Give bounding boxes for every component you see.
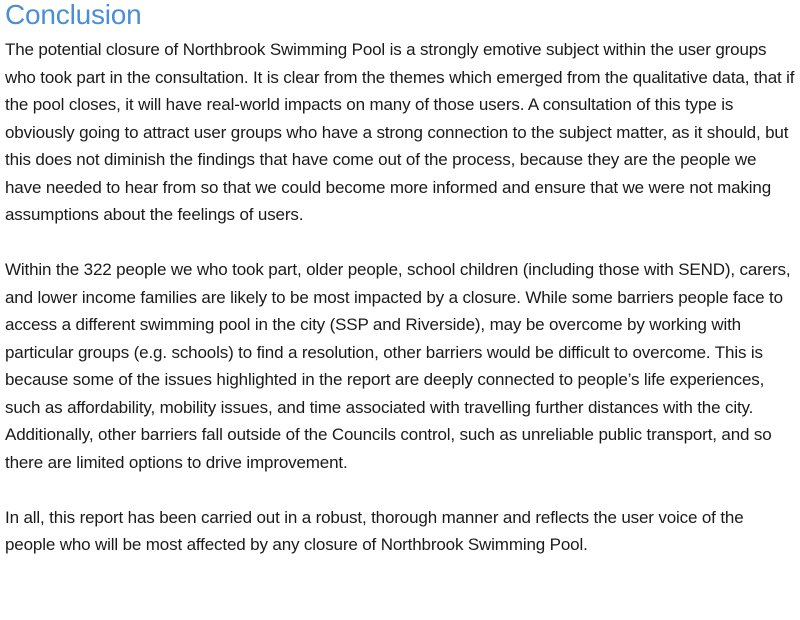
paragraph-1: The potential closure of Northbrook Swimming Pool is a strongly emotive subject within the user groups who took part in the consultation. It is clear from the themes which emerged from the qualitative data, that if the pool closes, it will have real-world impacts on many of those users. A consultation of this type is obviously going to attract user groups who have a strong connection to the subject matter, as it should, but this does not diminish the findings that have come out of the process, because they are the people we have needed to hear from so that we could become more informed and ensure that we were not making assumptions about the feelings of users.: [5, 40, 795, 224]
section-heading: Conclusion: [5, 0, 142, 30]
paragraph-3: In all, this report has been carried out in a robust, thorough manner and reflects the user voice of the people who will be most affected by any closure of Northbrook Swimming Pool.: [5, 507, 744, 554]
paragraph-2: Within the 322 people we who took part, older people, school children (including those with SEND), carers, and lower income families are likely to be most impacted by a closure. While some barriers people face to access a different swimming pool in the city (SSP and Riverside), may be overcome by working with particular groups (e.g. schools) to find a resolution, other barriers would be difficult to overcome. This is because some of the issues highlighted in the report are deeply connected to people’s life experiences, such as affordability, mobility issues, and time associated with travelling further distances with the city. Additionally, other barriers fall outside of the Councils control, such as unreliable public transport, and so there are limited options to drive improvement.: [5, 260, 791, 472]
document-page: [5, 0, 797, 559]
